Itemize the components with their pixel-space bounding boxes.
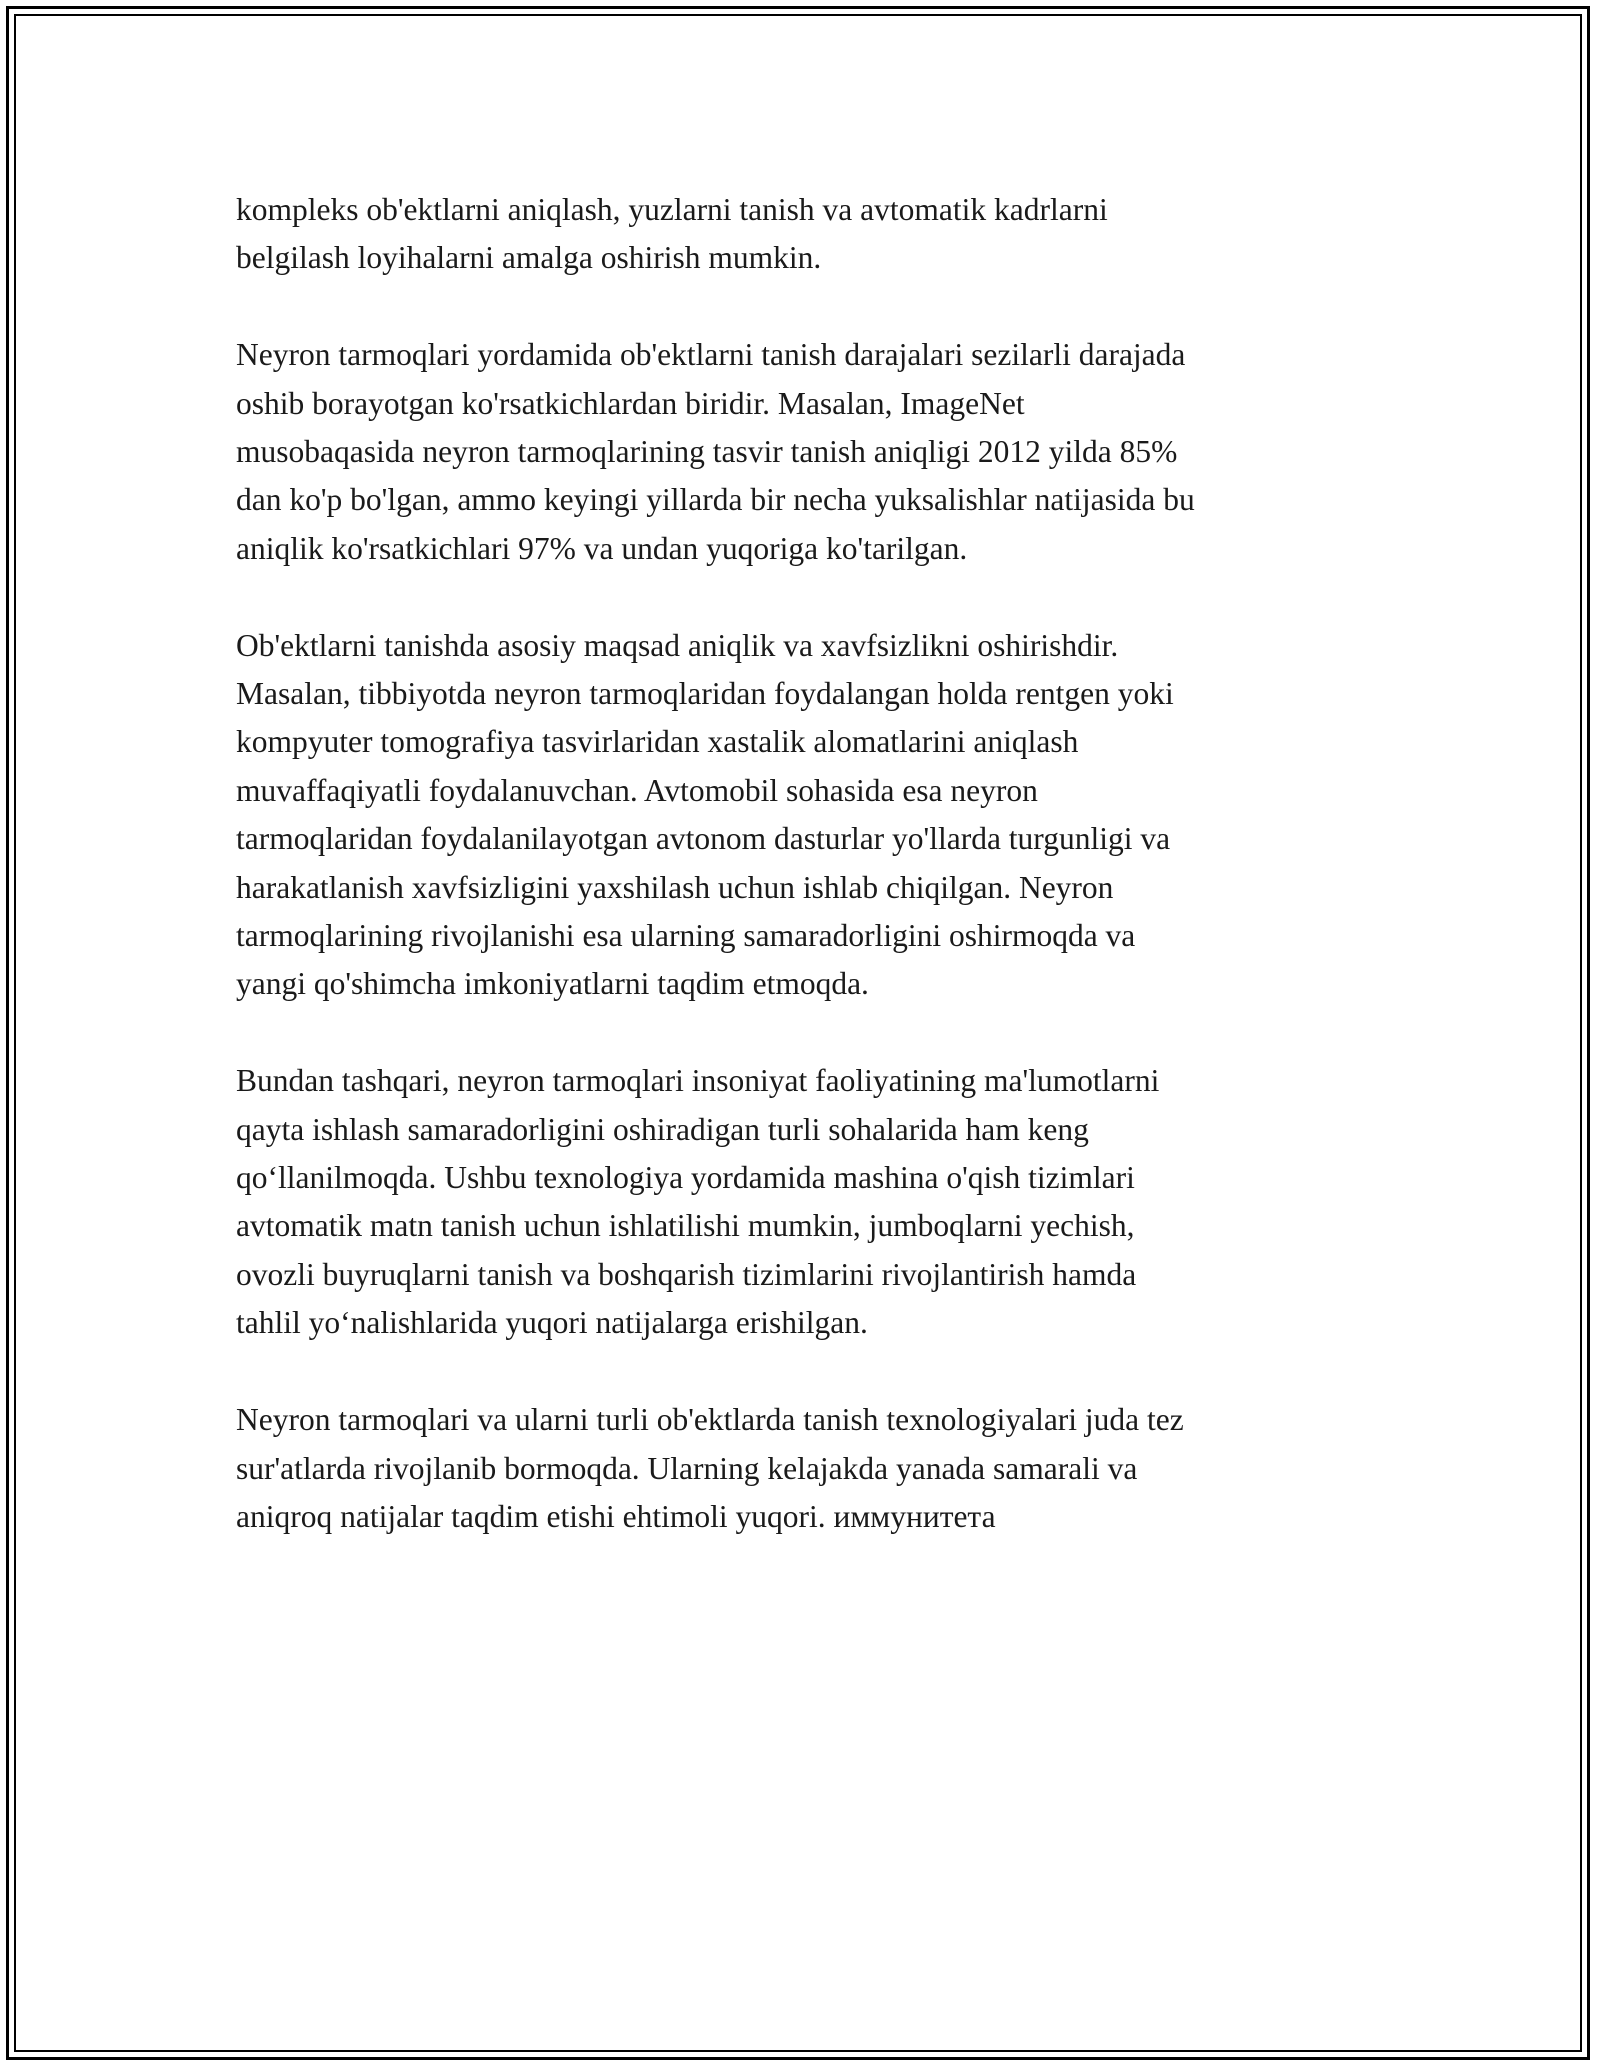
paragraph-1: kompleks ob'ektlarni aniqlash, yuzlarni tanish va avtomatik kadrlarni belgilash loyihalarni amalga oshirish mumkin.: [236, 192, 1108, 276]
paragraph-5: Neyron tarmoqlari va ularni turli ob'ektlarda tanish texnologiyalari juda tez sur'atlarda rivojlanib bormoqda. Ularning kelajakda yanada samarali va aniqroq natijalar taqdim etishi ehtimoli yuqori. иммунитета: [236, 1402, 1184, 1534]
paragraph-3: Ob'ektlarni tanishda asosiy maqsad aniqlik va xavfsizlikni oshirishdir. Masalan, tibbiyotda neyron tarmoqlaridan foydalangan holda rentgen yoki kompyuter tomografiya tasvirlaridan xastalik alomatlarini aniqlash muvaffaqiyatli foydalanuvchan. Avtomobil sohasida esa neyron tarmoqlaridan foydalanilayotgan avtonom dasturlar yo'llarda turgunligi va harakatlanish xavfsizligini yaxshilash uchun ishlab chiqilgan. Neyron tarmoqlarining rivojlanishi esa ularning samaradorligini oshirmoqda va yangi qo'shimcha imkoniyatlarni taqdim etmoqda.: [236, 627, 1174, 1002]
paragraph-4: Bundan tashqari, neyron tarmoqlari insoniyat faoliyatining ma'lumotlarni qayta ishlash samaradorligini oshiradigan turli sohalarida ham keng qo‘llanilmoqda. Ushbu texnologiya yordamida mashina o'qish tizimlari avtomatik matn tanish uchun ishlatilishi mumkin, jumboqlarni yechish, ovozli buyruqlarni tanish va boshqarish tizimlarini rivojlantirish hamda tahlil yo‘nalishlarida yuqori natijalarga erishilgan.: [236, 1063, 1160, 1341]
paragraph-2: Neyron tarmoqlari yordamida ob'ektlarni tanish darajalari sezilarli darajada oshib borayotgan ko'rsatkichlardan biridir. Masalan, ImageNet musobaqasida neyron tarmoqlarining tasvir tanish aniqligi 2012 yilda 85% dan ko'p bo'lgan, ammo keyingi yillarda bir necha yuksalishlar natijasida bu aniqlik ko'rsatkichlari 97% va undan yuqoriga ko'tarilgan.: [236, 337, 1195, 566]
document-body: [236, 186, 1376, 1590]
